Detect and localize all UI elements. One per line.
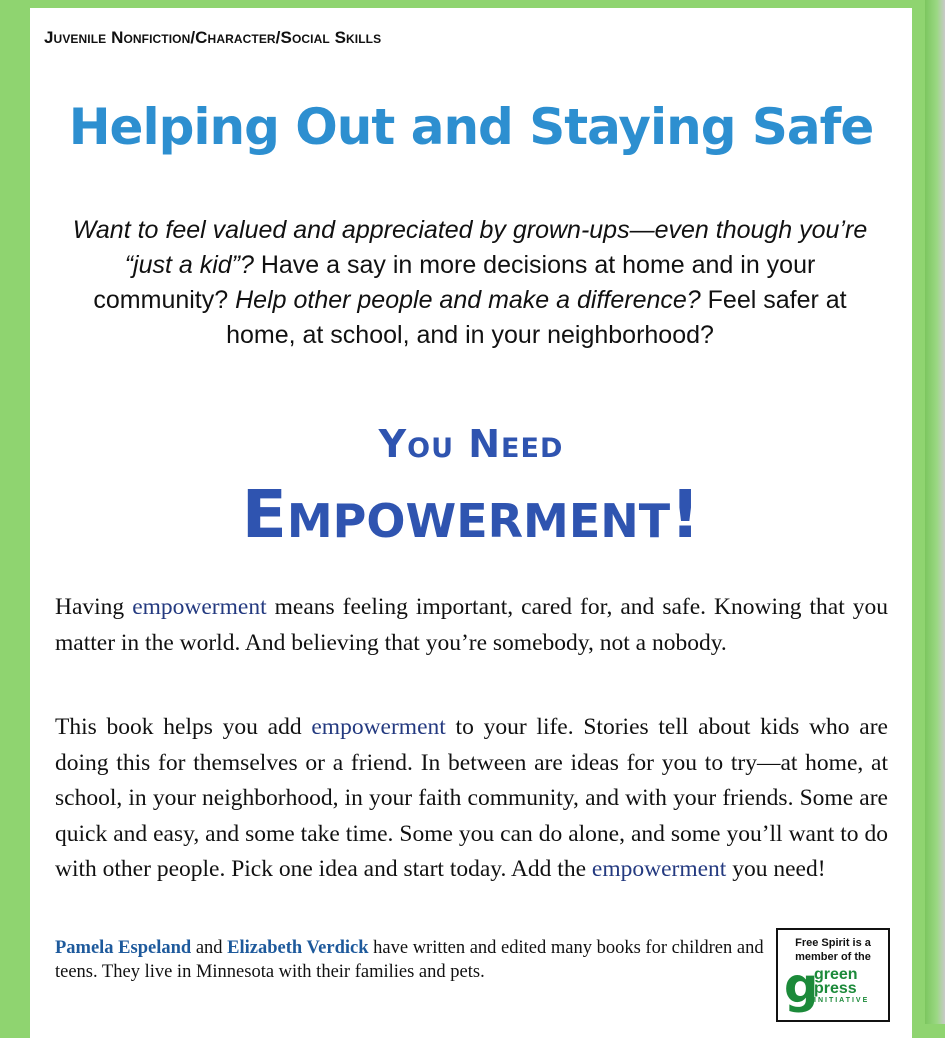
headline-you-need: You Need (378, 422, 564, 466)
cover-spine-edge (925, 0, 945, 1024)
text: means feeling important, cared for, and safe. Knowing that you matter in the world. And believing that you’re somebody, not a nobody. (55, 594, 888, 656)
text: and (191, 938, 228, 958)
green-press-logo (778, 958, 888, 1016)
intro-question-4: Feel safer at home, at school, and in your neighborhood? (226, 286, 847, 349)
text: have written and edited many books for children and teens. They live in Minnesota with their families and pets. (55, 938, 764, 982)
text: to your life. Stories tell about kids who are doing this for themselves or a friend. In between are ideas for you to try—at home, at school, in your neighborhood, in your faith community, and with your friends. Some are quick and easy, and some take time. Some you can do alone, and some you’ll want to do with other people. Pick one idea and start today. Add the (55, 714, 888, 882)
author-name: Pamela Espeland (55, 938, 192, 958)
logo-words (814, 968, 869, 1006)
highlight-term: empowerment (311, 714, 446, 740)
green-press-badge (776, 928, 890, 1022)
headline-empowerment: Empowerment! (241, 476, 701, 553)
category-label: Juvenile Nonfiction/Character/Social Skills (44, 28, 382, 47)
author-name: Elizabeth Verdick (227, 938, 369, 958)
highlight-term: empowerment (132, 594, 267, 620)
logo-word: press (814, 980, 857, 997)
book-title: Helping Out and Staying Safe (68, 98, 874, 156)
paragraph-definition (55, 590, 888, 661)
badge-line: Free Spirit is a (795, 937, 871, 949)
highlight-term: empowerment (591, 856, 727, 882)
green-press-g-icon: g (784, 958, 819, 1014)
text: This book helps you add (55, 714, 312, 740)
intro-question-2: Have a say in more decisions at home and in your community? (93, 251, 816, 314)
logo-word: green (814, 966, 858, 983)
intro-questions (70, 213, 870, 353)
back-cover-page (30, 8, 912, 1038)
intro-question-1: Want to feel valued and appreciated by grown-ups—even though you’re “just a kid”? (72, 216, 868, 279)
text: Having (55, 594, 133, 620)
intro-question-3: Help other people and make a difference? (235, 286, 701, 314)
paragraph-description (55, 710, 888, 888)
author-bio (55, 936, 767, 984)
logo-word: INITIATIVE (814, 997, 870, 1004)
badge-line: member of the (795, 951, 871, 963)
text: you need! (726, 856, 826, 882)
